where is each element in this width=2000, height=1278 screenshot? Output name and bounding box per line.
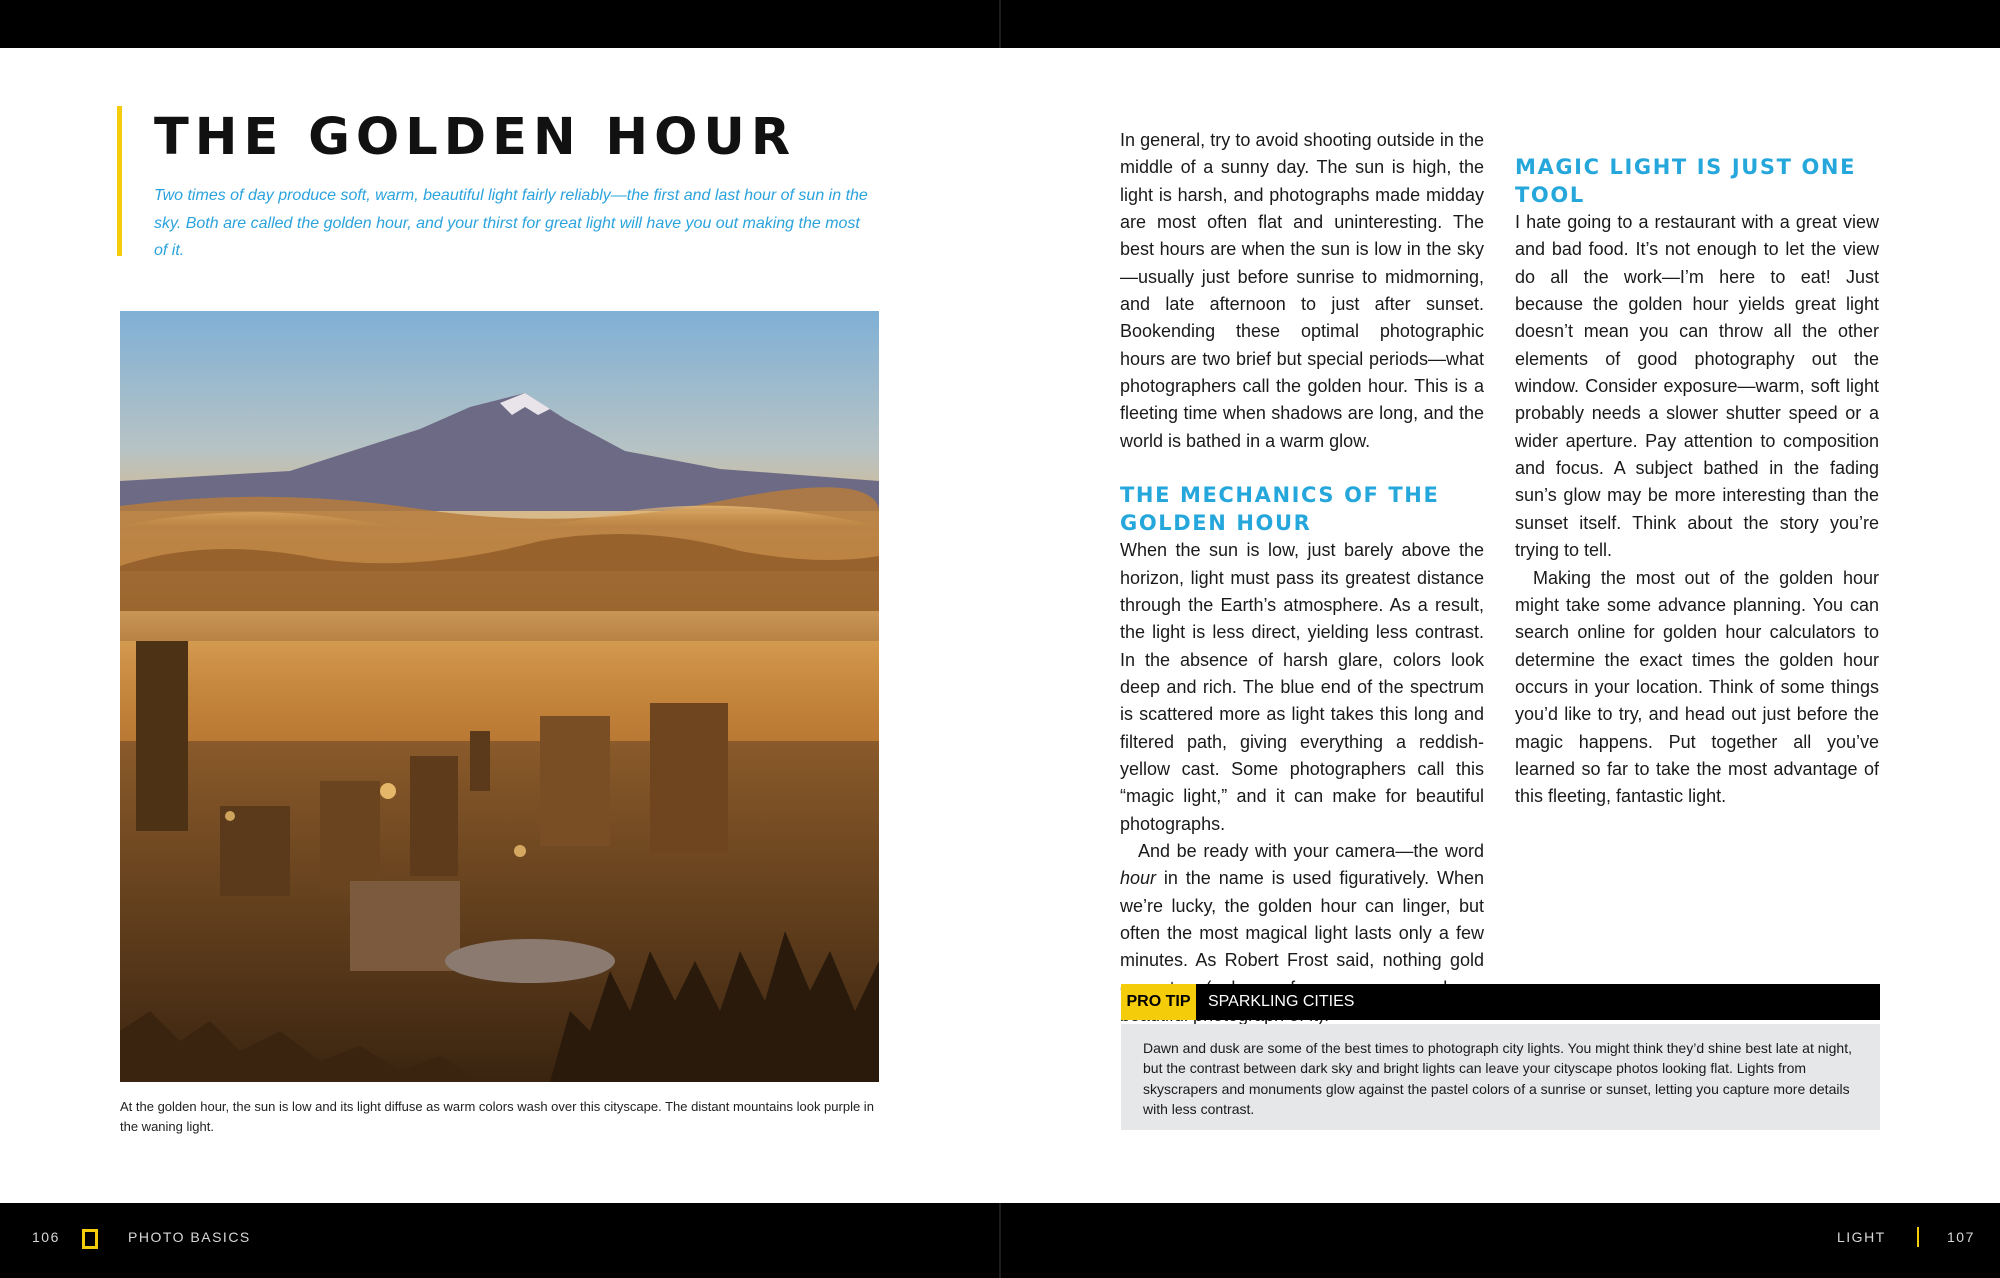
pro-tip-title: SPARKLING CITIES [1208, 993, 1355, 1010]
pro-tip-header [1121, 984, 1880, 1020]
gutter-top [999, 0, 1001, 48]
pro-tip-box [1121, 1024, 1880, 1130]
title-accent-bar [117, 106, 122, 256]
left-page-number: 106 [32, 1229, 60, 1245]
be-ready-text-a: And be ready with your camera—the word [1138, 840, 1484, 861]
heading-mechanics: THE MECHANICS OF THE GOLDEN HOUR [1120, 483, 1440, 535]
be-ready-emphasis: hour [1120, 868, 1157, 889]
page-title: THE GOLDEN HOUR [154, 108, 797, 167]
yellow-border-icon [82, 1229, 98, 1249]
pro-tip-label: PRO TIP [1121, 984, 1196, 1020]
paragraph-mechanics: When the sun is low, just barely above the horizon, light must pass its greatest distance through the Earth’s atmosphere. As a result, the light is less direct, yielding less contrast. In the absence of harsh glare, colors look deep and rich. The blue end of the spectrum is scattered more as light takes this long and filtered path, giving everything a reddish-yellow cast. Some photographers call this “magic light,” and it can make for beautiful photographs. [1120, 540, 1484, 834]
right-section-label: LIGHT [1837, 1229, 1886, 1245]
pro-tip-body: Dawn and dusk are some of the best times to photograph city lights. You might think they’d shine best late at night, but the contrast between dark sky and bright lights can leave your cityscape photos looking flat. Lights from skyscrapers and monuments glow against the pastel colors of a sunrise or sunset, letting you capture more details with less contrast. [1143, 1040, 1852, 1117]
cityscape-illustration [120, 311, 879, 1082]
left-section-label: PHOTO BASICS [128, 1229, 251, 1245]
gutter-bottom [999, 1203, 1001, 1278]
right-page-number: 107 [1947, 1229, 1975, 1245]
photo-caption: At the golden hour, the sun is low and its light diffuse as warm colors wash over this cityscape. The distant mountains look purple in the waning light. [120, 1099, 874, 1134]
intro-text: Two times of day produce soft, warm, beautiful light fairly reliably—the first and last hour of sun in the sky. Both are called the golden hour, and your thirst for great light will have you out making the most of it. [154, 187, 868, 259]
article-column-1 [1120, 127, 1484, 1029]
article-column-2 [1515, 127, 1879, 811]
be-ready-text-b: in the name is used figuratively. When we’re lucky, the golden hour can linger, but often the most magical light lasts only a few minutes. As Robert Frost said, nothing gold [1120, 868, 1484, 971]
paragraph-intro: In general, try to avoid shooting outside in the middle of a sunny day. The sun is high, the light is harsh, and photographs made midday are most often flat and uninteresting. The best hours are when the sun is low in the sky—usually just before sunrise to midmorning, and late afternoon to just after sunset. Bookending these optimal photographic hours are two brief but special periods—what photographers call the golden hour. This is a fleeting time when shadows are long, and the world is bathed in a warm glow. [1120, 130, 1484, 451]
paragraph-magic-light: I hate going to a restaurant with a great view and bad food. It’s not enough to let the view do all the work—I’m here to eat! Just because the golden hour yields great light doesn’t mean you can throw all the other elements of good photography out the window. Consider exposure—warm, soft light probably needs a slower shutter speed or a wider aperture. Pay attention to composition and focus. A subject bathed in the fading sun’s glow may be more interesting than the sunset itself. Think about the story you’re trying to tell. [1515, 212, 1879, 561]
paragraph-planning: Making the most out of the golden hour might take some advance planning. You can search online for golden hour calculators to determine the exact times the golden hour occurs in your location. Think of some things you’d like to try, and head out just before the magic happens. Put together all you’ve learned so far to take the most advantage of this fleeting, fantastic light. [1515, 567, 1879, 807]
cityscape-photo [120, 311, 879, 1082]
spacer [1515, 127, 1879, 154]
heading-magic-light: MAGIC LIGHT IS JUST ONE TOOL [1515, 155, 1857, 207]
spacer [1120, 455, 1484, 482]
footer-divider [1917, 1227, 1919, 1247]
